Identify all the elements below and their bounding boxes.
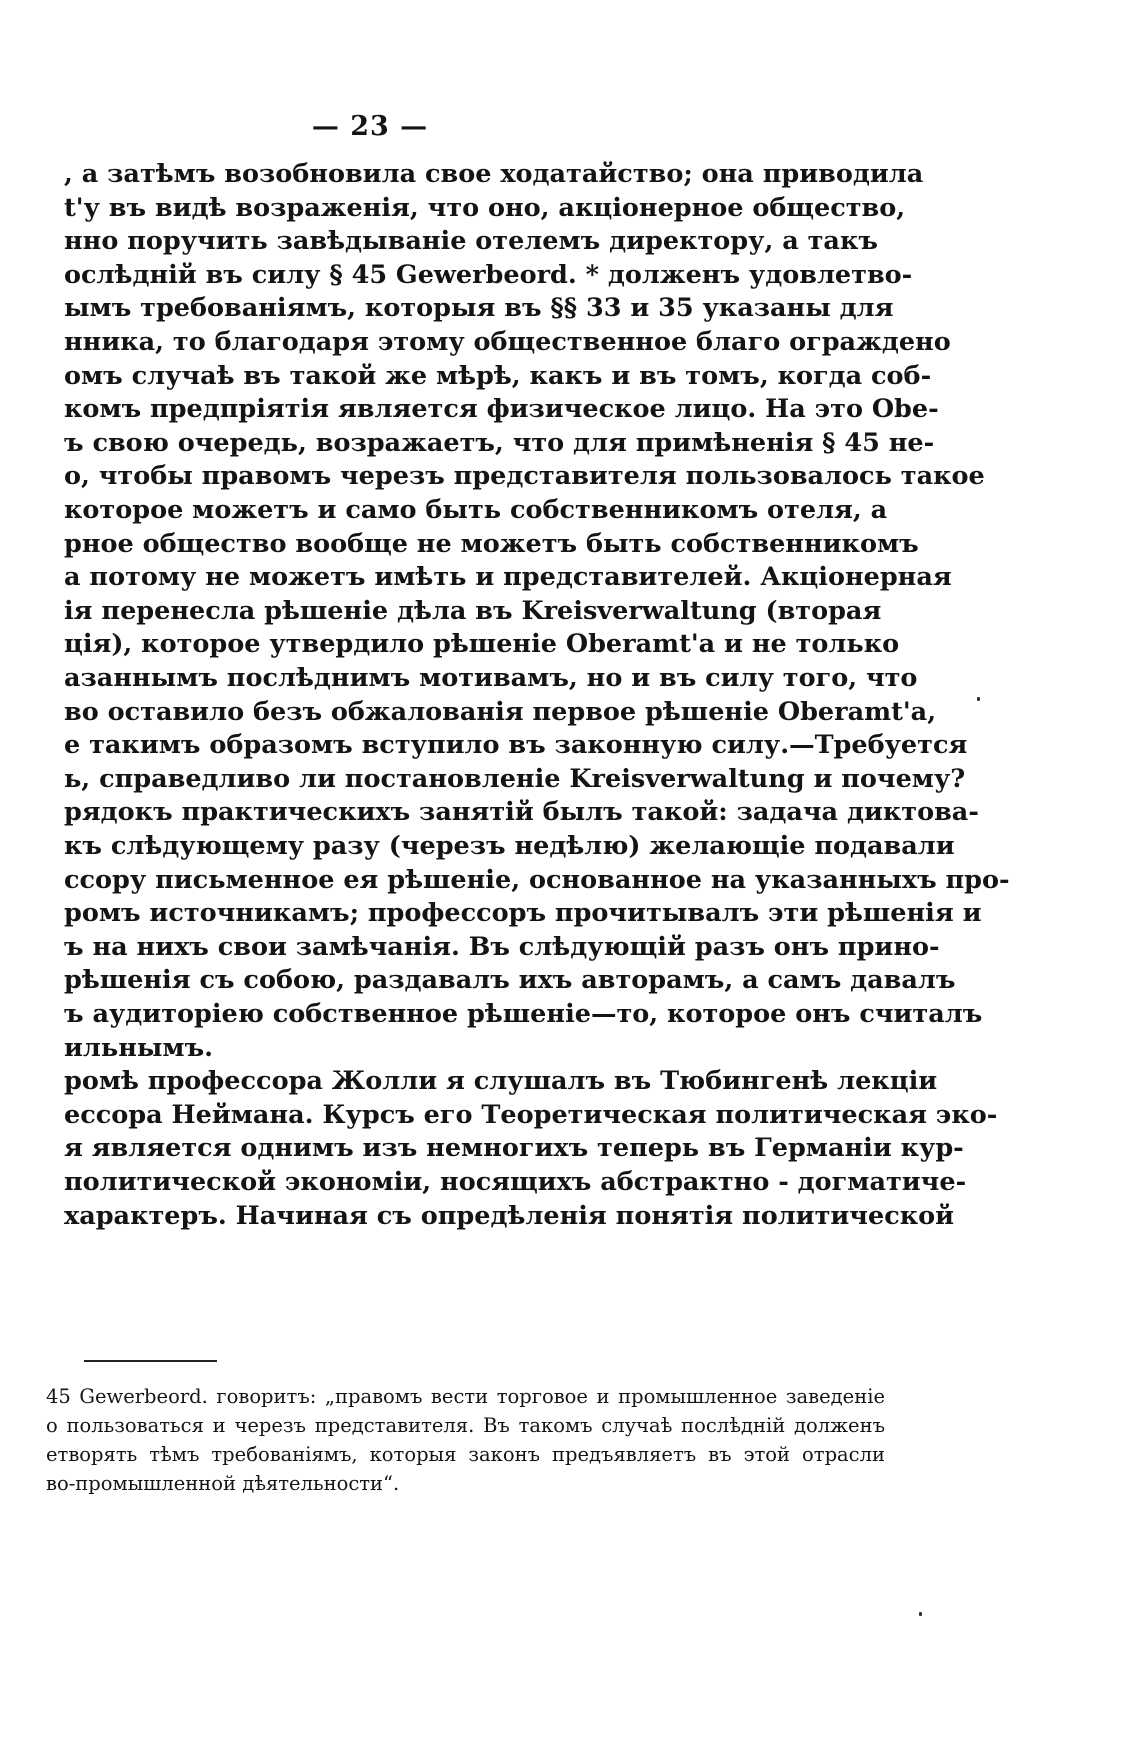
text-line: ессора Неймана. Курсъ его Теоретическая политическая эко- <box>64 1100 998 1130</box>
text-line: рѣшенія съ собою, раздавалъ ихъ авторамъ, а самъ давалъ <box>64 965 956 995</box>
text-line: ъ аудиторіею собственное рѣшеніе—то, которое онъ считалъ <box>64 999 983 1029</box>
text-line: которое можетъ и само быть собственникомъ отеля, а <box>64 495 888 525</box>
text-line: къ слѣдующему разу (черезъ недѣлю) желающіе подавали <box>64 831 955 861</box>
text-line: ія перенесла рѣшеніе дѣла въ Kreisverwaltung (вторая <box>64 596 882 626</box>
text-line: а потому не можетъ имѣть и представителей. Акціонерная <box>64 562 952 592</box>
footnote-line: о пользоваться и черезъ представителя. Въ такомъ случаѣ послѣдній долженъ <box>46 1414 885 1437</box>
footnote-line: етворять тѣмъ требованіямъ, которыя законъ предъявляетъ въ этой отрасли <box>46 1443 885 1466</box>
text-line: нно поручить завѣдываніе отелемъ директору, а такъ <box>64 226 878 256</box>
text-line: политической экономіи, носящихъ абстрактно - догматиче- <box>64 1167 967 1197</box>
text-line: азаннымъ послѣднимъ мотивамъ, но и въ силу того, что <box>64 663 918 693</box>
page-number: — 23 — <box>311 111 429 142</box>
text-line: ссору письменное ея рѣшеніе, основанное на указанныхъ про- <box>64 865 1010 895</box>
text-line: я является однимъ изъ немногихъ теперь въ Германіи кур- <box>64 1133 964 1163</box>
footnote-rule <box>84 1360 217 1362</box>
footnote-line: 45 Gewerbeord. говоритъ: „правомъ вести торговое и промышленное заведеніе <box>46 1385 885 1408</box>
text-line: омъ случаѣ въ такой же мѣрѣ, какъ и въ томъ, когда соб- <box>64 361 932 391</box>
text-line: ъ свою очередь, возражаетъ, что для примѣненія § 45 не- <box>64 428 935 458</box>
text-line: рядокъ практическихъ занятій былъ такой: задача диктова- <box>64 797 979 827</box>
text-line: нника, то благодаря этому общественное благо ограждено <box>64 327 951 357</box>
text-line: е такимъ образомъ вступило въ законную силу.—Требуется <box>64 730 968 760</box>
text-line: рное общество вообще не можетъ быть собственникомъ <box>64 529 919 559</box>
text-line: во оставило безъ обжалованія первое рѣшеніе Oberamt'а, <box>64 697 937 727</box>
text-line: ція), которое утвердило рѣшеніе Oberamt'а и не только <box>64 629 900 659</box>
print-speck <box>977 697 980 701</box>
text-line: ъ на нихъ свои замѣчанія. Въ слѣдующій разъ онъ прино- <box>64 932 940 962</box>
text-line: t'у въ видѣ возраженія, что оно, акціонерное общество, <box>64 193 906 223</box>
text-line: о, чтобы правомъ черезъ представителя пользовалось такое <box>64 461 985 491</box>
text-line: комъ предпріятія является физическое лицо. На это Obe- <box>64 394 939 424</box>
text-line: ь, справедливо ли постановленіе Kreisverwaltung и почему? <box>64 764 966 794</box>
text-line: характеръ. Начиная съ опредѣленія понятія политической <box>64 1201 955 1231</box>
text-line: ильнымъ. <box>64 1033 214 1063</box>
text-line: , а затѣмъ возобновила свое ходатайство; она приводила <box>64 159 924 189</box>
text-line: ослѣдній въ силу § 45 Gewerbeord. * долженъ удовлетво- <box>64 260 913 290</box>
footnote-line: во-промышленной дѣятельности“. <box>46 1472 400 1495</box>
print-speck <box>919 1612 922 1616</box>
text-line: ымъ требованіямъ, которыя въ §§ 33 и 35 указаны для <box>64 293 894 323</box>
text-line: ромъ источникамъ; профессоръ прочитывалъ эти рѣшенія и <box>64 898 982 928</box>
text-line: ромѣ профессора Жолли я слушалъ въ Тюбингенѣ лекціи <box>64 1066 938 1096</box>
